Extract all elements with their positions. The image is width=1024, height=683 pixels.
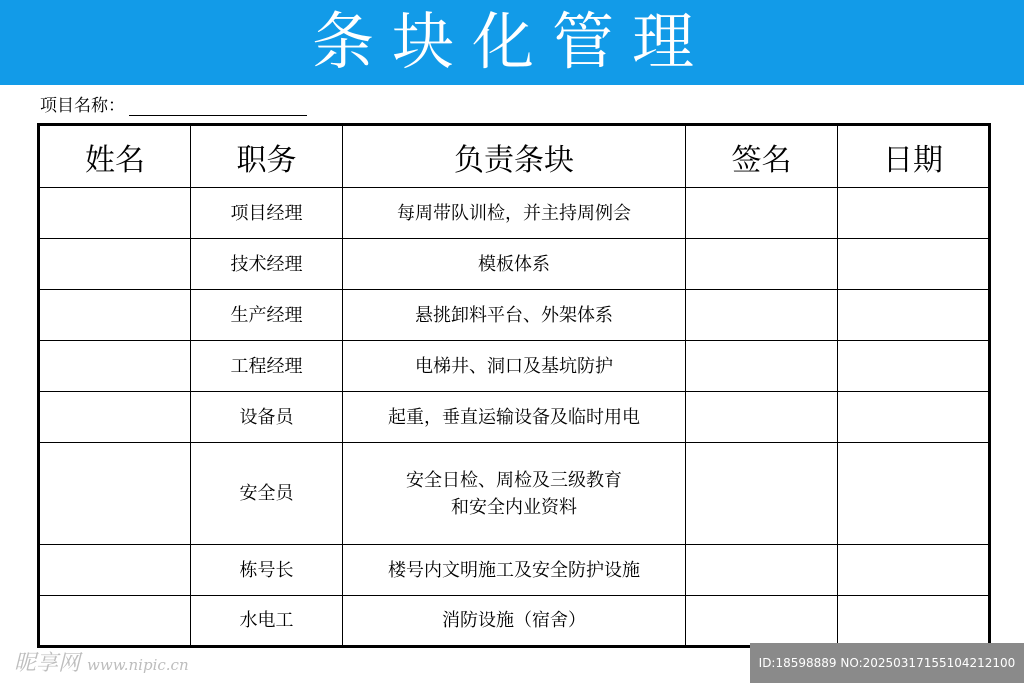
table-row — [39, 545, 990, 596]
duty-text: 起重，垂直运输设备及临时用电 — [388, 406, 640, 428]
duty-text: 电梯井、洞口及基坑防护 — [415, 355, 613, 377]
name-cell[interactable] — [39, 392, 191, 443]
table-row — [39, 239, 990, 290]
duty-text: 每周带队训检，并主持周例会 — [397, 202, 631, 224]
sign-cell[interactable] — [686, 239, 838, 290]
watermark-logo — [14, 646, 189, 677]
page-title: 条块化管理 — [311, 5, 712, 78]
date-cell[interactable] — [838, 290, 990, 341]
duty-text: 悬挑卸料平台、外架体系 — [415, 304, 613, 326]
role-cell: 技术经理 — [191, 239, 343, 290]
date-cell[interactable] — [838, 188, 990, 239]
name-cell[interactable] — [39, 290, 191, 341]
role-cell: 安全员 — [191, 443, 343, 545]
duty-cell — [343, 545, 686, 596]
sign-cell[interactable] — [686, 392, 838, 443]
duty-cell — [343, 290, 686, 341]
date-cell[interactable] — [838, 443, 990, 545]
project-label: 项目名称： — [40, 96, 125, 116]
duty-cell — [343, 341, 686, 392]
role-cell: 生产经理 — [191, 290, 343, 341]
title-banner — [0, 0, 1024, 85]
col-header-role: 职务 — [191, 125, 343, 188]
table-row — [39, 443, 990, 545]
watermark-url: www.nipic.cn — [87, 656, 189, 674]
duty-text: 模板体系 — [478, 253, 550, 275]
table-row — [39, 188, 990, 239]
duty-text: 消防设施（宿舍） — [442, 610, 586, 631]
duty-cell — [343, 188, 686, 239]
duty-text: 安全日检、周检及三级教育 — [406, 469, 622, 491]
duty-cell — [343, 443, 686, 545]
table-row — [39, 290, 990, 341]
duty-cell — [343, 596, 686, 647]
watermark-logo-text: 昵享网 — [14, 651, 81, 676]
role-cell: 栋号长 — [191, 545, 343, 596]
sign-cell[interactable] — [686, 341, 838, 392]
duty-text: 楼号内文明施工及安全防护设施 — [388, 559, 640, 581]
duty-cell — [343, 239, 686, 290]
table-row — [39, 596, 990, 647]
role-cell: 项目经理 — [191, 188, 343, 239]
role-cell: 水电工 — [191, 596, 343, 647]
date-cell[interactable] — [838, 239, 990, 290]
project-name-field — [40, 96, 307, 116]
col-header-duty: 负责条块 — [343, 125, 686, 188]
sign-cell[interactable] — [686, 188, 838, 239]
name-cell[interactable] — [39, 443, 191, 545]
duty-text-line2: 和安全内业资料 — [451, 496, 577, 518]
name-cell[interactable] — [39, 596, 191, 647]
responsibility-table — [37, 123, 991, 648]
col-header-date: 日期 — [838, 125, 990, 188]
date-cell[interactable] — [838, 596, 990, 647]
date-cell[interactable] — [838, 545, 990, 596]
image-id-bar: ID:18598889 NO:20250317155104212100 — [750, 643, 1024, 683]
col-header-sign: 签名 — [686, 125, 838, 188]
name-cell[interactable] — [39, 341, 191, 392]
table-header-row — [39, 125, 990, 188]
table-row — [39, 341, 990, 392]
project-name-blank[interactable] — [129, 97, 307, 116]
role-cell: 工程经理 — [191, 341, 343, 392]
name-cell[interactable] — [39, 545, 191, 596]
duty-cell — [343, 392, 686, 443]
date-cell[interactable] — [838, 392, 990, 443]
sign-cell[interactable] — [686, 290, 838, 341]
name-cell[interactable] — [39, 188, 191, 239]
sign-cell[interactable] — [686, 596, 838, 647]
role-cell: 设备员 — [191, 392, 343, 443]
table-row — [39, 392, 990, 443]
name-cell[interactable] — [39, 239, 191, 290]
date-cell[interactable] — [838, 341, 990, 392]
col-header-name: 姓名 — [39, 125, 191, 188]
sign-cell[interactable] — [686, 545, 838, 596]
sign-cell[interactable] — [686, 443, 838, 545]
